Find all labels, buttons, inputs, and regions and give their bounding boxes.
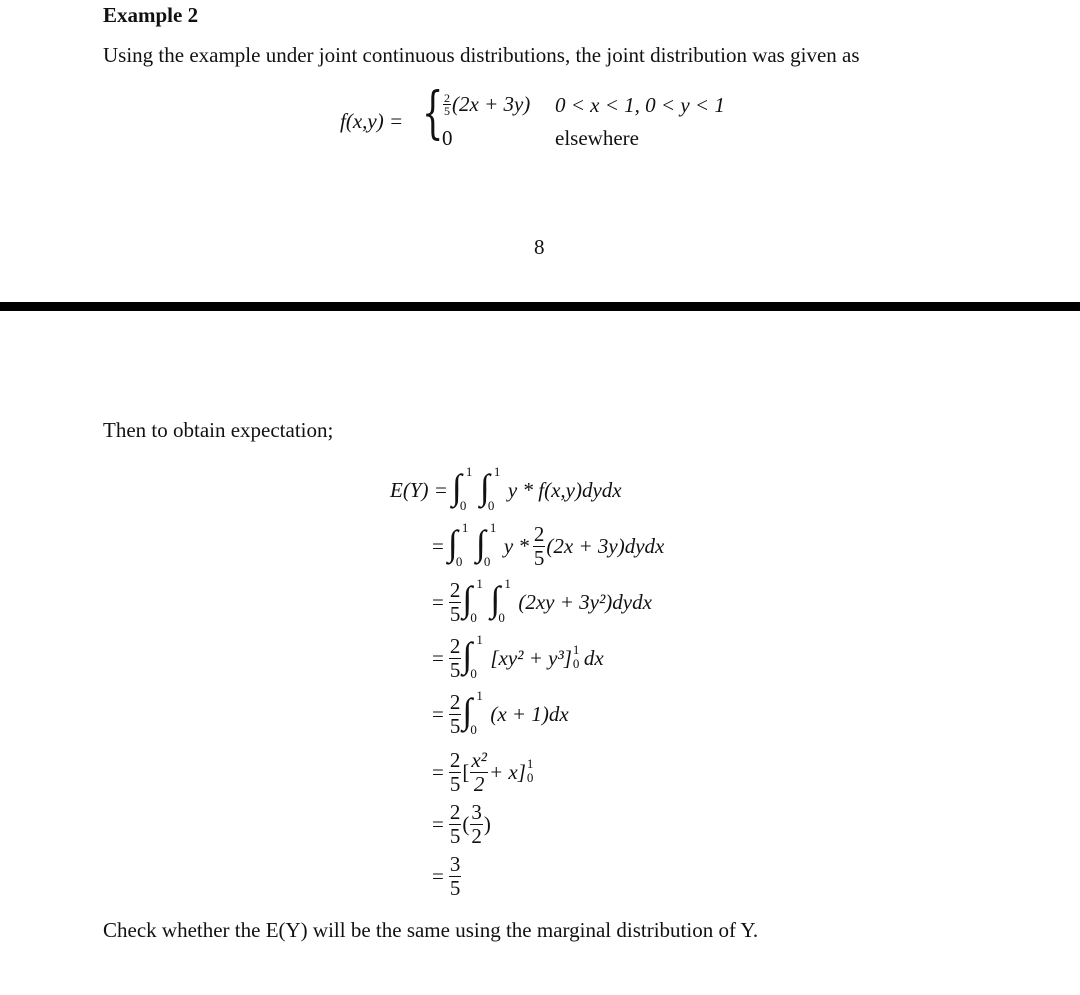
outer-integral: ∫ 1 0 bbox=[447, 520, 469, 569]
coefficient-fraction: $\frac{2}{5}$ bbox=[449, 689, 461, 738]
pdf-case1-condition: 0 < x < 1, 0 < y < 1 bbox=[555, 93, 725, 117]
pdf-case1-formula bbox=[442, 92, 530, 117]
coefficient-fraction: $\frac{2}{5}$ bbox=[449, 747, 461, 796]
outer-integral: ∫ 1 0 bbox=[462, 576, 483, 625]
coefficient-fraction: $\frac{2}{5}$ bbox=[533, 521, 545, 570]
example-heading: Example 2 bbox=[103, 3, 199, 27]
line-5-integrand: (x + 1)dx bbox=[490, 701, 569, 726]
page-separator bbox=[0, 302, 1080, 311]
pdf-lhs: f(x,y) = bbox=[340, 109, 404, 133]
line-6-tail: + x] bbox=[488, 759, 526, 784]
derivation-line-7: = $\frac{2}{5}$ ( $\frac{3}{2}$ ) bbox=[432, 799, 491, 848]
three-halves-fraction: $\frac{3}{2}$ bbox=[471, 799, 482, 848]
line-4-differential: dx bbox=[583, 645, 604, 670]
derivation-line-6: = $\frac{2}{5}$ [ $\frac{\text{x²}}{2}$ + x] 1 0 bbox=[432, 752, 538, 792]
pdf-coefficient: $\frac{2}{5}$ bbox=[444, 91, 450, 118]
intro-paragraph: Using the example under joint continuous distributions, the joint distribution was given as bbox=[103, 43, 860, 67]
derivation-line-1 bbox=[390, 464, 622, 513]
derivation-line-8: = $\frac{3}{5}$ bbox=[432, 851, 461, 900]
expectation-lhs: E(Y) = bbox=[390, 477, 448, 502]
line-4-bracket: [xy² + y³] bbox=[490, 645, 572, 670]
closing-question: Check whether the E(Y) will be the same using the marginal distribution of Y. bbox=[103, 918, 759, 942]
coefficient-fraction: $\frac{2}{5}$ bbox=[449, 633, 461, 682]
inner-integral: ∫ 1 0 bbox=[490, 576, 511, 625]
derivation-line-5: = $\frac{2}{5}$ ∫ 1 0 (x + 1)dx bbox=[432, 688, 569, 738]
derivation-line-4: = $\frac{2}{5}$ ∫ 1 0 [xy² + y³] 1 0 dx bbox=[432, 632, 604, 682]
page-number: 8 bbox=[534, 235, 545, 259]
inner-integral: ∫ 1 0 bbox=[475, 520, 497, 569]
outer-integral: ∫ 1 0 bbox=[462, 688, 483, 737]
line-1-integrand: y * f(x,y)dydx bbox=[507, 477, 622, 502]
line-2-integrand-left: y * bbox=[503, 533, 529, 558]
pdf-case1-expression: (2x + 3y) bbox=[452, 92, 531, 116]
final-result-fraction: $\frac{3}{5}$ bbox=[449, 851, 461, 900]
coefficient-fraction: $\frac{2}{5}$ bbox=[449, 799, 461, 848]
pdf-case2-condition: elsewhere bbox=[555, 126, 639, 150]
pdf-case2-value: 0 bbox=[442, 126, 453, 150]
line-2-integrand-right: (2x + 3y)dydx bbox=[546, 533, 665, 558]
piecewise-brace: { bbox=[422, 81, 444, 146]
expectation-intro: Then to obtain expectation; bbox=[103, 418, 334, 442]
outer-integral: ∫ 1 0 bbox=[462, 632, 483, 681]
inner-integral: ∫ 1 0 bbox=[479, 464, 501, 513]
outer-integral: ∫ 1 0 bbox=[451, 464, 473, 513]
x-squared-over-two: $\frac{\text{x²}}{2}$ bbox=[471, 747, 487, 796]
derivation-line-3: = $\frac{2}{5}$ ∫ 1 0 ∫ 1 0 (2xy + 3y²)dydx bbox=[432, 576, 652, 626]
derivation-line-2: = ∫ 1 0 ∫ 1 0 y * $\frac{2}{5}$ (2x + 3y)dydx bbox=[432, 520, 665, 570]
coefficient-fraction: $\frac{2}{5}$ bbox=[449, 577, 461, 626]
evaluation-limits: 1 0 bbox=[526, 756, 534, 785]
line-3-integrand: (2xy + 3y²)dydx bbox=[518, 589, 652, 614]
evaluation-limits: 1 0 bbox=[572, 642, 580, 671]
